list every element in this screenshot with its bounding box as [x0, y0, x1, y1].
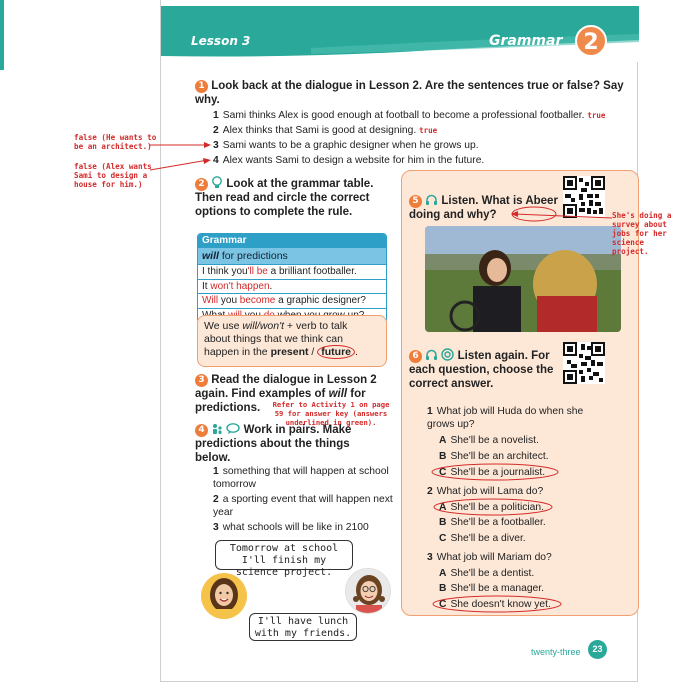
q1-item-3: [213, 139, 633, 152]
speech-bubble-icon: [226, 423, 240, 435]
q1-item-2-num: 2: [213, 125, 219, 136]
q6-q2-text: What job will Lama do?: [436, 486, 544, 497]
q1-item-3-text: Sami wants to be a graphic designer when he grows up.: [222, 140, 479, 151]
opt-text: She'll be a diver.: [450, 533, 526, 544]
r2b: won't happen: [210, 280, 270, 292]
opt-letter: A: [439, 568, 447, 579]
q1-instruction: [195, 79, 625, 107]
qr-code-q5[interactable]: [563, 176, 605, 218]
lesson-label: Lesson 3: [191, 34, 251, 48]
opt-letter: B: [439, 583, 447, 594]
q1-item-2-answer: true: [419, 126, 438, 135]
q4-number: 4: [195, 424, 208, 437]
q6-q1-option-a[interactable]: [439, 434, 539, 447]
q2-instruction: [195, 176, 375, 219]
side-note-q1-4: false (Alex wants Sami to design a house for him.): [74, 162, 152, 189]
r3c: become: [239, 295, 276, 306]
opt-text: She'll be a dentist.: [450, 568, 535, 579]
q4-item-1-text: something that will happen at school tomorrow: [213, 466, 389, 490]
q3-line1: Read the dialogue in Lesson 2: [211, 374, 377, 386]
q6-q3-text: What job will Mariam do?: [436, 552, 552, 563]
opt-text: She'll be a manager.: [450, 583, 544, 594]
opt-text: She'll be an architect.: [450, 451, 549, 462]
q5-instruction: [409, 194, 559, 222]
q3-line2-post: for: [347, 388, 366, 400]
opt-letter: B: [439, 517, 447, 528]
q1-item-4-num: 4: [213, 155, 219, 166]
q6-q3-option-c[interactable]: [439, 598, 551, 611]
opt-text: She'll be a journalist.: [450, 467, 546, 478]
q1-item-2: [213, 124, 633, 137]
q6-q2-option-a[interactable]: [439, 501, 544, 514]
left-edge-bar: [0, 0, 4, 70]
r3d: a graphic designer?: [275, 295, 366, 306]
rule-l1-pre: We use: [204, 320, 243, 332]
headphones-icon: [425, 349, 438, 361]
q6-q1-option-c[interactable]: [439, 466, 545, 479]
rule-l2: about things that we think can: [204, 333, 343, 345]
subtitle-em: will: [202, 250, 219, 262]
q1-item-2-text: Alex thinks that Sami is good at designing.: [222, 125, 417, 136]
opt-letter: A: [439, 502, 447, 513]
grammar-row-2: [198, 279, 386, 294]
q1-item-4-text: Alex wants Sami to design a website for him in the future.: [222, 155, 485, 166]
q4-text: Work in pairs. Make predictions about the things below.: [195, 424, 352, 464]
grammar-row-3: [198, 293, 386, 308]
q6-number: 6: [409, 350, 422, 363]
side-note-q1-3: false (He wants to be an architect.): [74, 133, 157, 151]
header-banner: [161, 0, 639, 62]
grammar-table-title: Grammar: [198, 234, 386, 248]
unit-badge: 2: [575, 25, 607, 57]
opt-text: She'll be a novelist.: [450, 435, 539, 446]
r1c: a brilliant footballer.: [267, 266, 357, 277]
photo-girls-outdoors: [425, 226, 621, 332]
q6-question-3: [427, 551, 597, 564]
speech-bubble-2: I'll have lunch with my friends.: [249, 613, 357, 641]
rule-l3-pre: happen in the: [204, 346, 271, 358]
r2a: It: [202, 280, 211, 292]
q5-side-note: She's doing a survey about jobs for her science project.: [612, 211, 672, 256]
section-title: Grammar: [489, 33, 563, 49]
q3-answer-note: Refer to Activity 1 on page 59 for answer key (answers underlined in green).: [272, 400, 390, 427]
rule-slash: /: [308, 346, 318, 358]
q3-line2-pre: again. Find examples of: [195, 388, 329, 400]
q5-text: Listen. What is Abeer doing and why?: [409, 195, 558, 221]
headphones-icon: [425, 194, 438, 206]
q4-instruction: [195, 423, 385, 465]
q2-number: 2: [195, 178, 208, 191]
r1b: 'll be: [247, 266, 268, 277]
target-icon: [441, 348, 454, 361]
rule-option-future[interactable]: future: [317, 345, 355, 359]
opt-letter: C: [439, 599, 447, 610]
q6-q3-option-b[interactable]: [439, 582, 544, 595]
q4-item-2: [213, 493, 398, 519]
q1-item-1-text: Sami thinks Alex is good enough at football to become a professional footballer.: [222, 110, 585, 121]
pair-work-icon: [211, 423, 223, 435]
subtitle-rest: for predictions: [221, 250, 288, 262]
rule-option-present[interactable]: present: [270, 346, 309, 358]
r2c: .: [269, 280, 273, 292]
grammar-table: [197, 233, 387, 323]
q6-q1-option-b[interactable]: [439, 450, 549, 463]
q3-line2-em: will: [328, 388, 348, 400]
rule-l1-em: will/won't: [242, 320, 285, 332]
lightbulb-head-icon: [211, 176, 223, 189]
q6-question-2: [427, 485, 597, 498]
q1-item-1-num: 1: [213, 110, 219, 121]
q6-q1-text: What job will Huda do when she grows up?: [427, 406, 584, 430]
page-number: 23: [588, 640, 607, 659]
grammar-row-1: [198, 264, 386, 279]
q6-q2-option-b[interactable]: [439, 516, 546, 529]
avatar-girl-1: [201, 573, 247, 619]
q2-text: Look at the grammar table. Then read and circle the correct options to complete the rule.: [195, 178, 374, 218]
q6-instruction: [409, 348, 559, 391]
page-word: twenty-three: [531, 647, 581, 657]
q1-item-4: [213, 154, 633, 167]
r1a: I think you: [202, 266, 248, 277]
opt-text: She'll be a footballer.: [450, 517, 546, 528]
q1-text: Look back at the dialogue in Lesson 2. Are the sentences true or false? Say why.: [195, 80, 624, 106]
r3a: Will: [202, 295, 219, 306]
qr-code-q6[interactable]: [563, 342, 605, 384]
speech-bubble-1: Tomorrow at school I'll finish my science project.: [215, 540, 353, 570]
q1-item-3-num: 3: [213, 140, 219, 151]
opt-text: She doesn't know yet.: [450, 599, 551, 610]
q3-line3: predictions.: [195, 402, 261, 414]
opt-letter: C: [439, 533, 447, 544]
q6-text: Listen again. For each question, choose the correct answer.: [409, 350, 554, 390]
q3-number: 3: [195, 374, 208, 387]
q4-item-2-text: a sporting event that will happen next year: [213, 494, 393, 518]
q4-item-3-text: what schools will be like in 2100: [222, 522, 369, 533]
q6-q2-option-c[interactable]: [439, 532, 526, 545]
rule-l1-post: + verb to talk: [284, 320, 348, 332]
q6-q2-num: 2: [427, 486, 433, 497]
q6-q3-num: 3: [427, 552, 433, 563]
avatar-girl-2: [345, 568, 391, 614]
q6-q3-option-a[interactable]: [439, 567, 534, 580]
q6-question-1: [427, 405, 597, 431]
grammar-rule-box: [197, 315, 387, 367]
grammar-table-subtitle: [198, 248, 386, 264]
q5-number: 5: [409, 195, 422, 208]
rule-end: .: [355, 346, 358, 358]
opt-letter: B: [439, 451, 447, 462]
q1-number: 1: [195, 80, 208, 93]
opt-letter: A: [439, 435, 447, 446]
q1-item-1: [213, 109, 633, 122]
q4-item-1: [213, 465, 393, 491]
q1-item-1-answer: true: [587, 111, 606, 120]
q4-item-3: [213, 521, 398, 534]
opt-letter: C: [439, 467, 447, 478]
q6-q1-num: 1: [427, 406, 433, 417]
q4-item-2-num: 2: [213, 494, 219, 505]
opt-text: She'll be a politician.: [450, 502, 544, 513]
textbook-page: [160, 0, 638, 682]
r3b: you: [218, 295, 240, 306]
q4-item-3-num: 3: [213, 522, 219, 533]
q4-item-1-num: 1: [213, 466, 219, 477]
